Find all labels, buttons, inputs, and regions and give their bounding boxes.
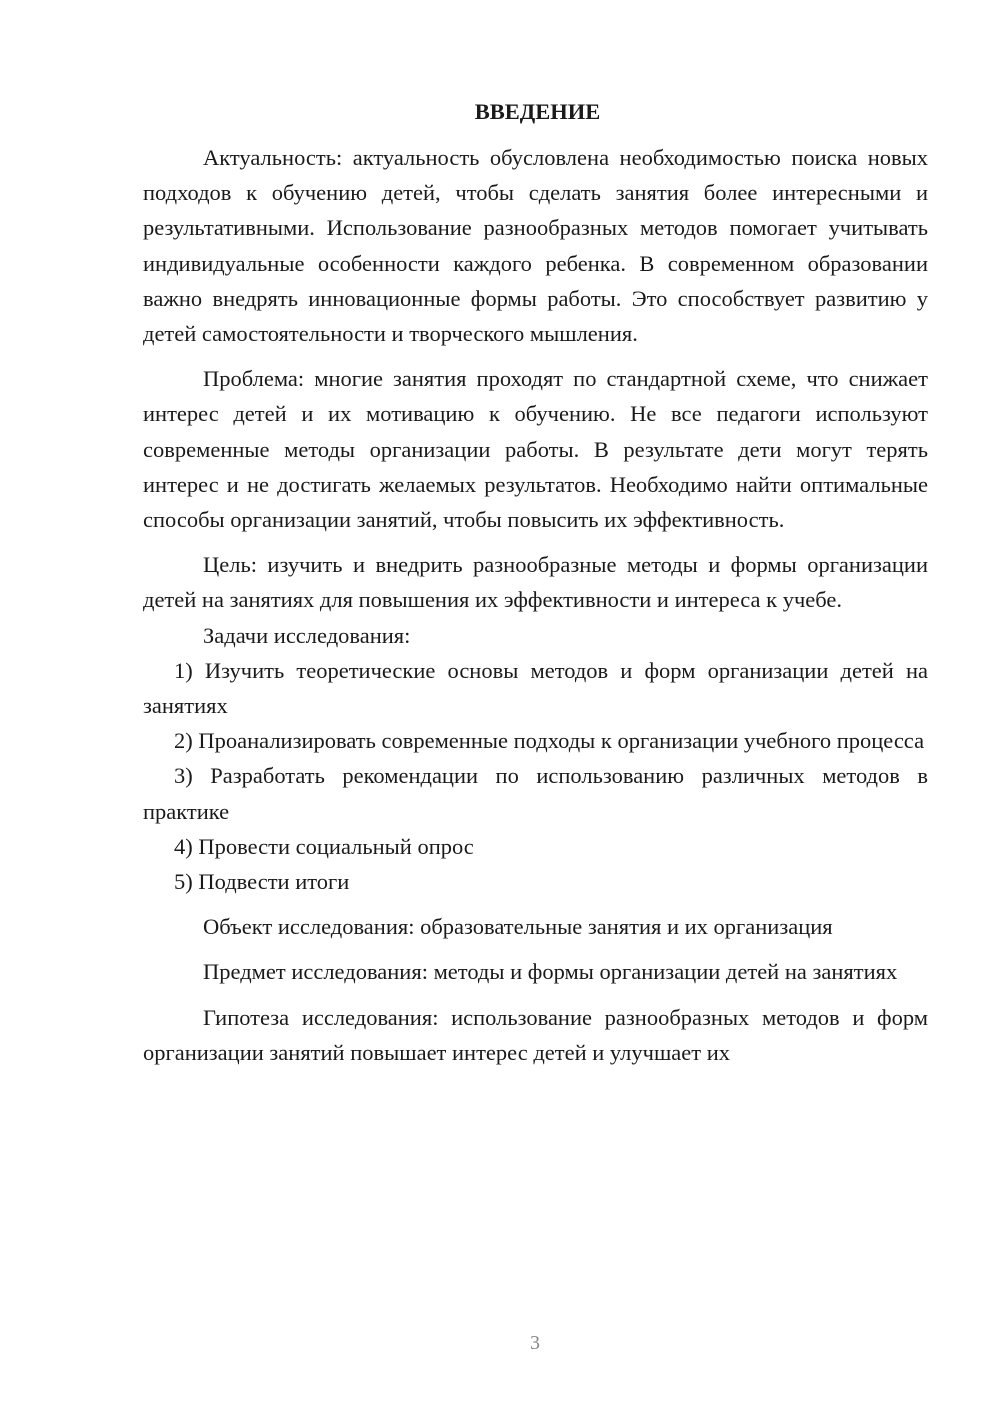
section-title: ВВЕДЕНИЕ <box>474 99 601 124</box>
task-item-4: 4) Провести социальный опрос <box>174 833 474 859</box>
page-number: 3 <box>530 1332 540 1354</box>
task-item-3: 3) Разработать рекомендации по использованию различных методов в практике <box>143 763 928 824</box>
task-item-5: 5) Подвести итоги <box>174 869 350 895</box>
paragraph-goal: Цель: изучить и внедрить разнообразные методы и формы организации детей на занятиях для повышения их эффективности и интереса к учебе. <box>143 552 928 613</box>
page-content <box>143 94 928 1070</box>
task-item-2: 2) Проанализировать современные подходы к организации учебного процесса <box>174 728 925 754</box>
paragraph-hypothesis: Гипотеза исследования: использование разнообразных методов и форм организации занятий повышает интерес детей и улучшает их <box>143 1004 928 1065</box>
task-item-1: 1) Изучить теоретические основы методов и форм организации детей на занятиях <box>143 657 928 719</box>
paragraph-object: Объект исследования: образовательные занятия и их организация <box>203 914 833 940</box>
tasks-heading: Задачи исследования: <box>203 622 411 648</box>
paragraph-problem: Проблема: многие занятия проходят по стандартной схеме, что снижает интерес детей и их мотивацию к обучению. Не все педагоги используют современные методы организации работы. В результате дети могут терять интерес и не достигать желаемых результатов. Необходимо найти оптимальные способы организации занятий, чтобы повысить их эффективность. <box>143 366 928 533</box>
paragraph-subject: Предмет исследования: методы и формы организации детей на занятиях <box>203 959 898 985</box>
paragraph-relevance: Актуальность: актуальность обусловлена необходимостью поиска новых подходов к обучению детей, чтобы сделать занятия более интересными и результативными. Использование разнообразных методов помогает учитывать индивидуальные особенности каждого ребенка. В современном образовании важно внедрять инновационные формы работы. Это способствует развитию у детей самостоятельности и творческого мышления. <box>143 145 928 347</box>
